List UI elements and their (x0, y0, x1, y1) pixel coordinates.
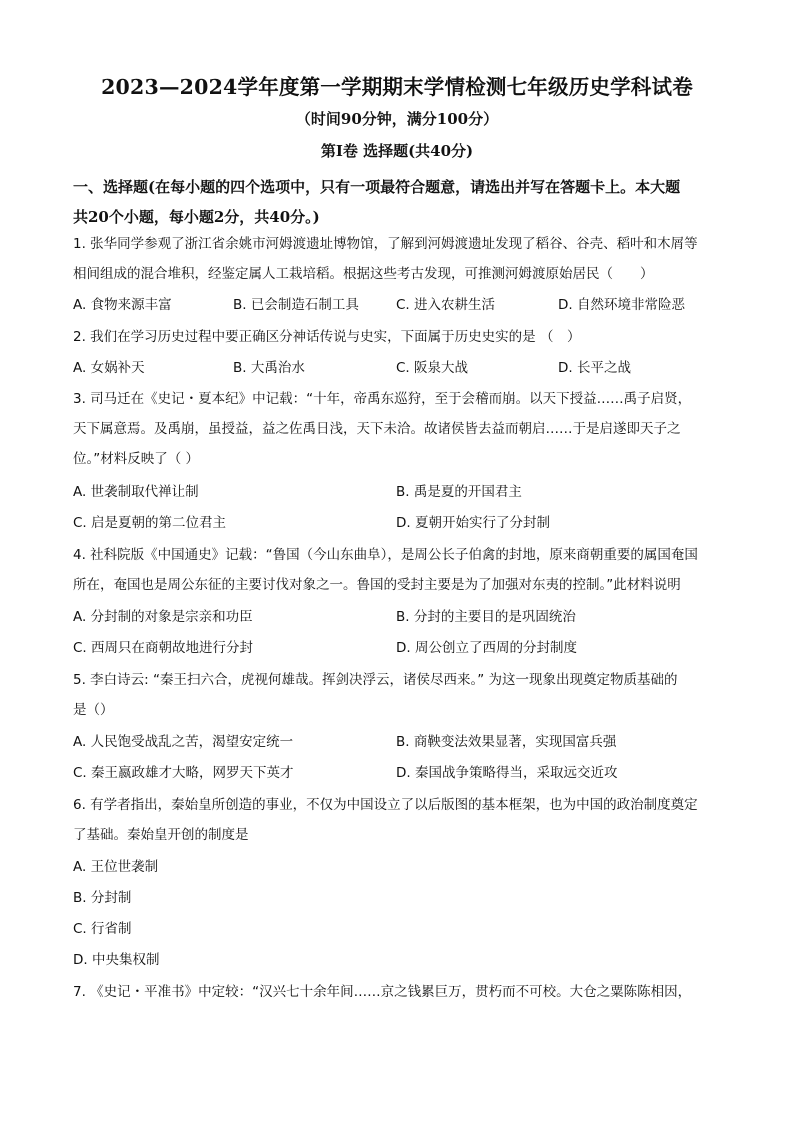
option-a[interactable]: A. 王位世袭制 (73, 859, 159, 875)
option-b[interactable]: B. 分封制 (73, 890, 132, 906)
question-3-line-1: 3. 司马迁在《史记・夏本纪》中记载：“十年，帝禹东巡狩，至于会稽而崩。以天下授益……禹子启贤， (73, 391, 692, 407)
question-7-stem (73, 977, 725, 1007)
option-c[interactable]: C. 进入农耕生活 (396, 297, 496, 313)
question-4-line-1: 4. 社科院版《中国通史》记载：“鲁国（今山东曲阜），是周公长子伯禽的封地，原来商朝重要的属国奄国 (73, 547, 698, 563)
question-1-line-2: 相间组成的混合堆积，经鉴定属人工栽培稻。根据这些考古发现，可推测河姆渡原始居民（ ） (73, 266, 654, 282)
question-2-stem (73, 322, 725, 352)
question-2-line-1: 2. 我们在学习历史过程中要正确区分神话传说与史实，下面属于历史史实的是 （ ） (73, 329, 581, 345)
option-c[interactable]: C. 西周只在商朝故地进行分封 (73, 640, 254, 656)
option-b[interactable]: B. 已会制造石制工具 (233, 297, 359, 313)
question-2-options (73, 353, 725, 383)
question-3-options-row-2 (73, 508, 725, 538)
option-c[interactable]: C. 阪泉大战 (396, 360, 469, 376)
option-b[interactable]: B. 大禹治水 (233, 360, 305, 376)
option-a[interactable]: A. 食物来源丰富 (73, 297, 172, 313)
question-1-line-1: 1. 张华同学参观了浙江省余姚市河姆渡遗址博物馆，了解到河姆渡遗址发现了稻谷、谷壳、稻叶和木屑等 (73, 236, 698, 252)
question-5-line-1: 5. 李白诗云: “秦王扫六合，虎视何雄哉。挥剑决浮云，诸侯尽西来。” 为这一现象出现奠定物质基础的 (73, 672, 678, 688)
section-line-1: 一、选择题(在每小题的四个选项中，只有一项最符合题意，请选出并写在答题卡上。本大题 (73, 178, 681, 196)
question-3-options-row-1 (73, 477, 725, 507)
option-a[interactable]: A. 女娲补天 (73, 360, 145, 376)
section-instructions (73, 172, 723, 232)
question-6-stem (73, 790, 725, 850)
option-c[interactable]: C. 秦王嬴政雄才大略，网罗天下英才 (73, 765, 294, 781)
option-d[interactable]: D. 夏朝开始实行了分封制 (396, 515, 550, 531)
exam-subtitle: （时间90分钟，满分100分） (295, 110, 499, 128)
question-6-line-1: 6. 有学者指出，秦始皇所创造的事业，不仅为中国设立了以后版图的基本框架，也为中国的政治制度奠定 (73, 797, 698, 813)
question-4-options-row-2 (73, 633, 725, 663)
option-b[interactable]: B. 禹是夏的开国君主 (396, 484, 522, 500)
option-d[interactable]: D. 中央集权制 (73, 952, 160, 968)
option-d[interactable]: D. 自然环境非常险恶 (558, 297, 685, 313)
section-line-2: 共20个小题，每小题2分，共40分。) (73, 208, 320, 226)
question-1-stem (73, 229, 725, 289)
question-6-option-a (73, 852, 725, 882)
question-5-line-2: 是（） (73, 702, 114, 718)
option-c[interactable]: C. 启是夏朝的第二位君主 (73, 515, 227, 531)
question-4-stem (73, 540, 725, 600)
option-b[interactable]: B. 商鞅变法效果显著，实现国富兵强 (396, 734, 617, 750)
option-c[interactable]: C. 行省制 (73, 921, 132, 937)
question-4-options-row-1 (73, 602, 725, 632)
question-5-options-row-1 (73, 727, 725, 757)
option-a[interactable]: A. 世袭制取代禅让制 (73, 484, 199, 500)
exam-title: 2023—2024学年度第一学期期末学情检测七年级历史学科试卷 (101, 75, 693, 99)
question-7-line-1: 7. 《史记・平准书》中定较：“汉兴七十余年间……京之钱累巨万，贯朽而不可校。大仓之粟陈陈相因， (73, 984, 692, 1000)
question-3-stem (73, 384, 725, 474)
question-6-option-d (73, 945, 725, 975)
part-heading: 第Ⅰ卷 选择题(共40分) (320, 142, 474, 160)
option-a[interactable]: A. 人民饱受战乱之苦，渴望安定统一 (73, 734, 294, 750)
question-4-line-2: 所在，奄国也是周公东征的主要讨伐对象之一。鲁国的受封主要是为了加强对东夷的控制。”此材料说明 (73, 577, 681, 593)
question-3-line-3: 位。”材料反映了（ ） (73, 451, 200, 467)
question-6-option-c (73, 914, 725, 944)
option-a[interactable]: A. 分封制的对象是宗亲和功臣 (73, 609, 253, 625)
option-d[interactable]: D. 周公创立了西周的分封制度 (396, 640, 577, 656)
question-1-options (73, 290, 725, 320)
question-6-option-b (73, 883, 725, 913)
option-d[interactable]: D. 秦国战争策略得当，采取远交近攻 (396, 765, 618, 781)
option-d[interactable]: D. 长平之战 (558, 360, 631, 376)
question-3-line-2: 天下属意焉。及禹崩，虽授益，益之佐禹日浅，天下未洽。故诸侯皆去益而朝启……于是启遂即天子之 (73, 421, 681, 437)
question-6-line-2: 了基础。秦始皇开创的制度是 (73, 827, 249, 843)
option-b[interactable]: B. 分封的主要目的是巩固统治 (396, 609, 576, 625)
question-5-options-row-2 (73, 758, 725, 788)
question-5-stem (73, 665, 725, 725)
